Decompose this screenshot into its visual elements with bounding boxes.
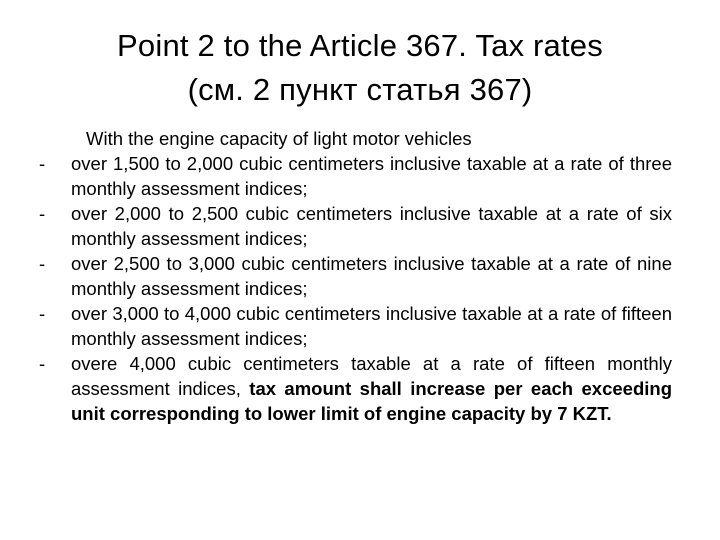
list-item-plain-text: overe 4,000 cubic centimeters taxable at a rate of fifteen monthly assessment indices, — [71, 353, 672, 399]
dash-bullet: - — [39, 203, 46, 224]
list-item — [36, 201, 672, 251]
intro-text: With the engine capacity of light motor vehicles — [86, 128, 472, 149]
list-item-text: over 3,000 to 4,000 cubic centimeters inclusive taxable at a rate of fifteen monthly assessment indices; — [71, 303, 672, 349]
list-item — [36, 301, 672, 351]
dash-bullet: - — [39, 303, 46, 324]
list-item — [36, 351, 672, 426]
list-item-text — [71, 351, 672, 426]
list-item — [36, 151, 672, 201]
slide-body — [36, 126, 672, 426]
title-line-2: (см. 2 пункт статья 367) — [187, 72, 533, 107]
slide-title — [40, 24, 680, 112]
dash-bullet: - — [39, 153, 46, 174]
dash-bullet: - — [39, 253, 46, 274]
dash-bullet: - — [39, 353, 46, 374]
list-item-bold-text: tax amount shall increase per each exceeding unit corresponding to lower limit of engine capacity by 7 KZT. — [71, 378, 673, 424]
title-line-1: Point 2 to the Article 367. Tax rates — [117, 28, 603, 63]
list-item-text: over 1,500 to 2,000 cubic centimeters inclusive taxable at a rate of three monthly assessment indices; — [71, 153, 672, 199]
list-item-text: over 2,000 to 2,500 cubic centimeters inclusive taxable at a rate of six monthly assessment indices; — [71, 203, 672, 249]
list-item-text: over 2,500 to 3,000 cubic centimeters inclusive taxable at a rate of nine monthly assessment indices; — [71, 253, 672, 299]
list-item — [36, 251, 672, 301]
